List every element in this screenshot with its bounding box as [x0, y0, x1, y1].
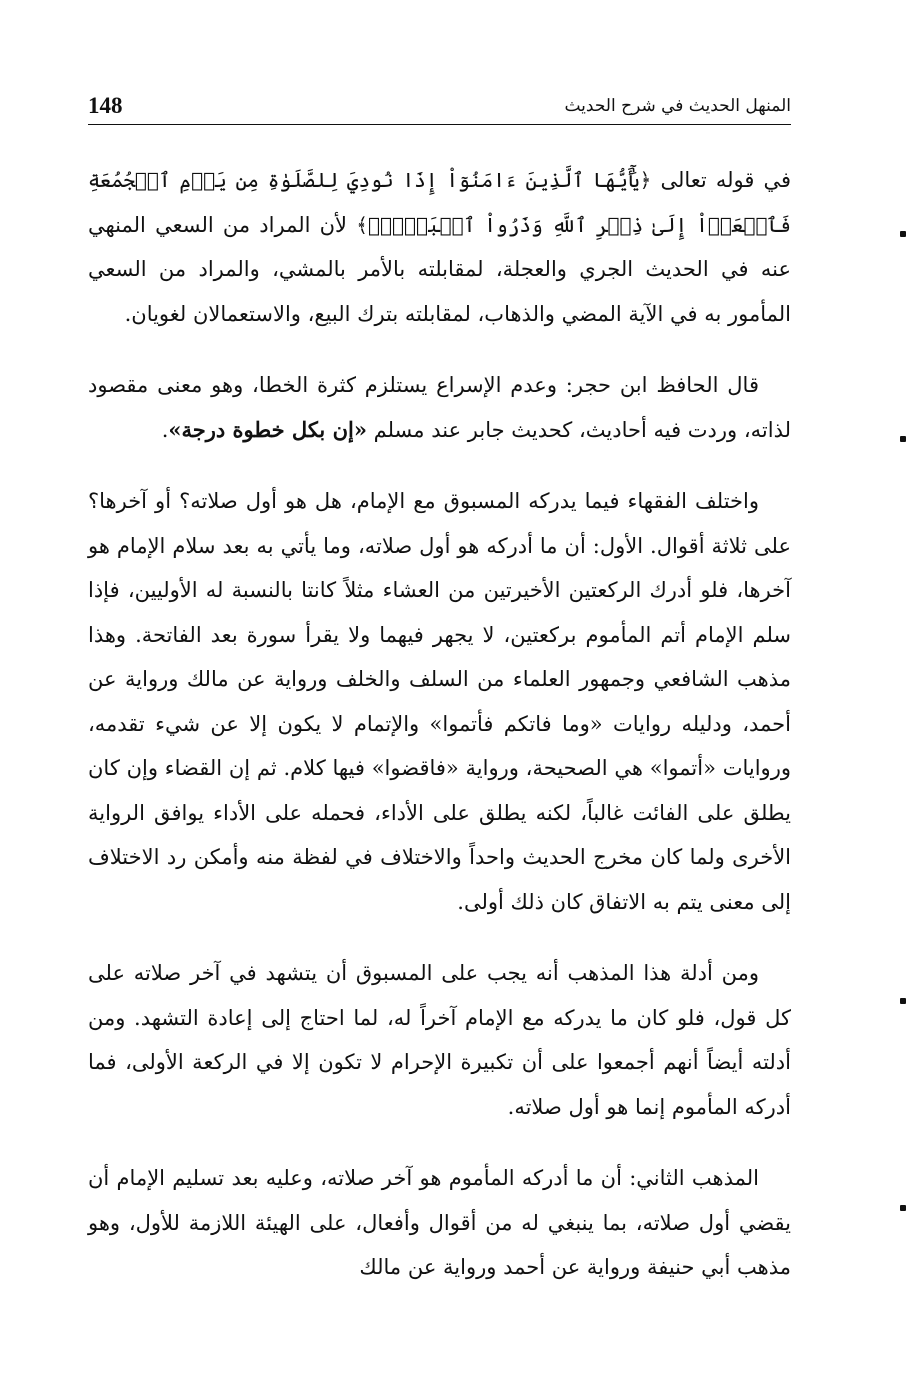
paragraph-1-intro: في قوله تعالى	[651, 168, 792, 192]
margin-mark	[900, 1205, 906, 1211]
paragraph-4: ومن أدلة هذا المذهب أنه يجب على المسبوق أن يتشهد في آخر صلاته على كل قول، فلو كان ما يدركه مع الإمام آخراً له، لما احتاج إلى إعادة التشهد. ومن أدلته أيضاً أنهم أجمعوا على أن تكبيرة الإحرام لا تكون إلا في الركعة الأولى، فما أدركه المأموم إنما هو أول صلاته.	[88, 961, 791, 1119]
running-title: المنهل الحديث في شرح الحديث	[564, 96, 791, 116]
header-rule	[88, 124, 791, 125]
margin-mark	[900, 998, 906, 1004]
paragraph-1	[88, 158, 791, 336]
page-number: 148	[88, 93, 123, 118]
paragraph-2-end: .	[161, 417, 169, 442]
quran-verse: ﴿يَٰٓأَيُّهَا ٱلَّذِينَ ءَامَنُوٓاْ إِذَا نُودِيَ لِلصَّلَوٰةِ مِن يَوۡمِ ٱلۡجُمُعَةِ فَٱسۡعَوۡاْ إِلَىٰ ذِكۡرِ ٱللَّهِ وَذَرُواْ ٱلۡبَيۡعَۚ﴾	[88, 168, 791, 237]
paragraph-2-text: قال الحافظ ابن حجر: وعدم الإسراع يستلزم كثرة الخطا، وهو معنى مقصود لذاته، وردت فيه أحاديث، كحديث جابر عند مسلم	[88, 373, 791, 442]
paragraph-2	[88, 363, 791, 452]
paragraph-5: المذهب الثاني: أن ما أدركه المأموم هو آخر صلاته، وعليه بعد تسليم الإمام أن يقضي أول صلاته، بما ينبغي له من أقوال وأفعال، على الهيئة اللازمة للأول، وهو مذهب أبي حنيفة ورواية عن أحمد ورواية عن مالك	[88, 1166, 791, 1279]
margin-mark	[900, 436, 906, 442]
hadith-quote: «إن بكل خطوة درجة»	[168, 416, 367, 442]
body-text	[88, 158, 791, 1317]
margin-mark	[900, 231, 906, 237]
paragraph-3: واختلف الفقهاء فيما يدركه المسبوق مع الإمام، هل هو أول صلاته؟ أو آخرها؟ على ثلاثة أقوال. الأول: أن ما أدركه هو أول صلاته، وما يأتي به بعد سلام الإمام هو آخرها، فلو أدرك الركعتين الأخيرتين من العشاء مثلاً كانتا بالنسبة له الأوليين، فإذا سلم الإمام أتم المأموم بركعتين، لا يجهر فيهما ولا يقرأ سورة بعد الفاتحة. وهذا مذهب الشافعي وجمهور العلماء من السلف والخلف ورواية عن مالك ورواية عن أحمد، ودليله روايات «وما فاتكم فأتموا» والإتمام لا يكون إلا عن شيء تقدمه، وروايات «أتموا» هي الصحيحة، ورواية «فاقضوا» فيها كلام. ثم إن القضاء وإن كان يطلق على الفائت غالباً، لكنه يطلق على الأداء، فحمله على الأداء يوافق الرواية الأخرى ولما كان مخرج الحديث واحداً والاختلاف في لفظة منه وأمكن رد الاختلاف إلى معنى يتم به الاتفاق كان ذلك أولى.	[88, 489, 791, 914]
paragraph-1-rest: لأن المراد من السعي المنهي عنه في الحديث الجري والعجلة، لمقابلته بالأمر بالمشي، والمراد من السعي المأمور به في الآية المضي والذهاب، لمقابلته بترك البيع، والاستعمالان لغويان.	[88, 212, 791, 326]
page-header	[88, 92, 791, 126]
